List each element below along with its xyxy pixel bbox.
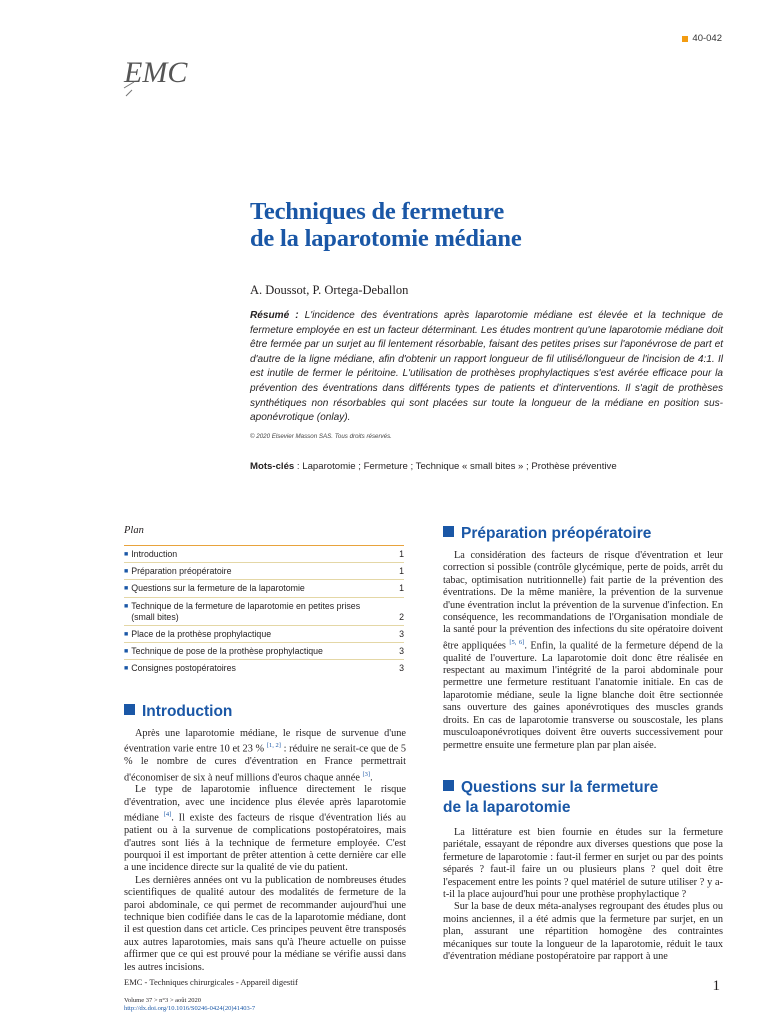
title-line-2: de la laparotomie médiane — [250, 225, 522, 252]
plan-item-page: 3 — [399, 629, 404, 640]
plan-item-label: Préparation préopératoire — [131, 566, 232, 577]
citation-link[interactable]: [3] — [362, 770, 371, 778]
paragraph — [124, 784, 406, 874]
plan-item[interactable] — [124, 626, 404, 643]
plan-item-page: 2 — [399, 611, 404, 622]
paragraph: Les dernières années ont vu la publication de nombreuses études scientifiques de qualité autour des modalités de fermeture de la paroi abdominale, ce qui permet de recommander aujourd'hui une technique bien codifiée dans le cas de la laparotomie médiane, dont il est question dans cet article. Ces principes peuvent être transposés aux autres laparotomies, mais sans qu'à l'heure actuelle on puisse affirmer que ce qui est prouvé pour la médiane se vérifie aussi dans les autres incisions. — [124, 874, 406, 973]
questions-heading-line-2: de la laparotomie — [443, 799, 571, 816]
badge-square-icon — [682, 36, 688, 42]
plan-item[interactable] — [124, 660, 404, 676]
paragraph — [124, 728, 406, 784]
abstract — [250, 309, 723, 426]
text-run: . Enfin, la qualité de la fermeture dépend de la qualité de l'ouverture. La laparotomie doit donc être réalisée en respectant au maximum l'intégrité de la paroi abdominale pour permettre une fermeture restituant l'anatomie initiale. En cas de laparotomie médiane, seule la ligne blanche doit être sectionnée sans ouverture des gaines aponévrotiques des muscles grands droits. En cas de laparotomie transverse ou souscostale, les plans musculoaponévrotiques doivent être ouverts successivement pour permettre ensuite une fermeture plan par plan aisée. — [443, 640, 723, 751]
preparation-body — [443, 550, 723, 752]
page-number: 1 — [712, 978, 720, 994]
text-run: . — [370, 772, 373, 784]
plan-item-page: 3 — [399, 646, 404, 657]
questions-heading — [443, 778, 658, 818]
bullet-square-icon: ■ — [124, 631, 129, 639]
heading-square-icon — [124, 704, 135, 715]
bullet-square-icon: ■ — [124, 551, 129, 558]
heading-square-icon — [443, 526, 454, 537]
keywords-text: : Laparotomie ; Fermeture ; Technique « small bites » ; Prothèse préventive — [294, 461, 617, 472]
reference-code: 40-042 — [692, 33, 722, 44]
keywords-label: Mots-clés — [250, 461, 295, 472]
paragraph: Sur la base de deux méta-analyses regroupant des études plus ou moins anciennes, il a été admis que la fermeture par surjet, en un plan, assurant une répartition homogène des contraintes mécaniques sur toute la longueur de la laparotomie, réduit le taux d'éventration médiane postopératoire par rapport à une — [443, 901, 723, 963]
introduction-heading-text: Introduction — [142, 703, 233, 720]
text-run: : réduire ne serait-ce que de 5 % le nombre de cures d'éventration en France permettrait d'économiser de six à neuf millions d'euros chaque année — [124, 743, 406, 784]
plan-item[interactable] — [124, 580, 404, 597]
footer-volume: Volume 37 > n°3 > août 2020 — [124, 997, 201, 1004]
emc-logo — [122, 44, 188, 104]
text-run: Le type de laparotomie influence directement le risque d'éventration, avec une incidence plus élevée après laparotomie médiane — [124, 784, 406, 824]
preparation-heading — [443, 524, 651, 544]
citation-link[interactable]: [5, 6] — [509, 638, 525, 646]
footer-doi-link[interactable]: http://dx.doi.org/10.1016/S0246-0424(20)41403-7 — [124, 1005, 256, 1012]
bullet-square-icon: ■ — [124, 585, 129, 593]
copyright: © 2020 Elsevier Masson SAS. Tous droits réservés. — [250, 433, 392, 440]
citation-link[interactable]: [1, 2] — [266, 742, 281, 750]
questions-body — [443, 827, 723, 963]
plan-item-label: Technique de la fermeture de laparotomie en petites prises (small bites) — [131, 600, 361, 622]
plan-item-label: Introduction — [131, 549, 178, 559]
plan-item-page: 1 — [399, 583, 404, 594]
plan-item[interactable] — [124, 598, 404, 626]
title-line-1: Techniques de fermeture — [250, 198, 504, 225]
plan-item-page: 3 — [399, 663, 404, 674]
citation-link[interactable]: [4] — [163, 811, 172, 819]
plan-item[interactable] — [124, 643, 404, 660]
plan-title: Plan — [124, 525, 144, 536]
bullet-square-icon: ■ — [124, 602, 129, 610]
text-run: La considération des facteurs de risque d'éventration et leur correction si possible (contrôle glycémique, perte de poids, arrêt du tabac, optimisation nutritionnelle) fait partie de la prévention des éventrations. De la même manière, la prévention de la survenue d'une éventration inclut la prévention de la survenue d'infection. En conséquence, les recommandations de l'Organisation mondiale de la santé pour la prévention des infections du site opératoire doivent être appliquées — [443, 550, 723, 652]
plan-item-label: Place de la prothèse prophylactique — [131, 629, 272, 640]
plan-item-page: 1 — [399, 566, 404, 577]
authors: A. Doussot, P. Ortega-Deballon — [250, 283, 409, 297]
plan-item-label: Consignes postopératoires — [131, 663, 236, 674]
plan-item[interactable] — [124, 546, 404, 563]
article-title — [250, 198, 710, 252]
keywords — [250, 461, 617, 472]
text-run: . Il existe des facteurs de risque d'éventration liés au patient ou à la survenue de complications postopératoires, mais d'autres sont liés à la technique de fermeture employée. C'est pourquoi il est important de prêter attention à cette dernière car elle a une incidence directe sur la qualité de vie du patient. — [124, 812, 407, 874]
paragraph — [443, 550, 723, 752]
introduction-heading — [124, 702, 232, 722]
plan-table — [124, 545, 404, 677]
questions-heading-line-1: Questions sur la fermeture — [461, 779, 659, 796]
heading-square-icon — [443, 780, 454, 791]
reference-badge — [682, 33, 722, 44]
bullet-square-icon: ■ — [124, 648, 129, 656]
plan-item-label: Technique de pose de la prothèse prophylactique — [131, 646, 323, 657]
abstract-text: L'incidence des éventrations après laparotomie médiane est élevée et la technique de fermeture employée en est un facteur déterminant. Les études montrent qu'une laparotomie médiane doit être fermée par un surjet au fil lentement résorbable, faisant des petites prises sur l'aponévrose de part et d'autre de la ligne médiane, afin d'obtenir un rapport longueur de fil utilisé/longueur de l'incision de 4:1. Il est inutile de fermer le péritoine. L'utilisation de prothèses prophylactiques s'est avérée efficace pour la prévention des éventrations dans différents types de patients et d'interventions. Il s'agit de prothèses synthétiques non résorbables qui sont placées sur toute la longueur de la médiane en position sus-aponévrotique (onlay). — [250, 310, 723, 424]
abstract-label: Résumé : — [250, 310, 299, 321]
bullet-square-icon: ■ — [124, 568, 129, 576]
logo-text: EMC — [124, 56, 188, 89]
text-run: Après une laparotomie médiane, le risque de survenue d'une éventration varie entre 10 et 23 % — [124, 728, 406, 755]
plan-item[interactable] — [124, 563, 404, 580]
paragraph: La littérature est bien fournie en études sur la fermeture pariétale, essayant de répondre aux diverses questions que pose la fermeture de laparotomie : faut-il fermer en surjet ou par des points séparés ? faut-il faire un ou plusieurs plans ? quel doit être l'espacement entre les points ? quel matériel de suture utiliser ? y a-t-il la place aujourd'hui pour une prothèse prophylactique ? — [443, 827, 723, 901]
bullet-square-icon: ■ — [124, 665, 129, 673]
introduction-body — [124, 728, 406, 974]
preparation-heading-text: Préparation préopératoire — [461, 525, 652, 542]
plan-item-label: Questions sur la fermeture de la laparotomie — [131, 583, 305, 594]
footer-journal: EMC - Techniques chirurgicales - Appareil digestif — [124, 977, 298, 987]
plan-item-page: 1 — [399, 549, 404, 559]
